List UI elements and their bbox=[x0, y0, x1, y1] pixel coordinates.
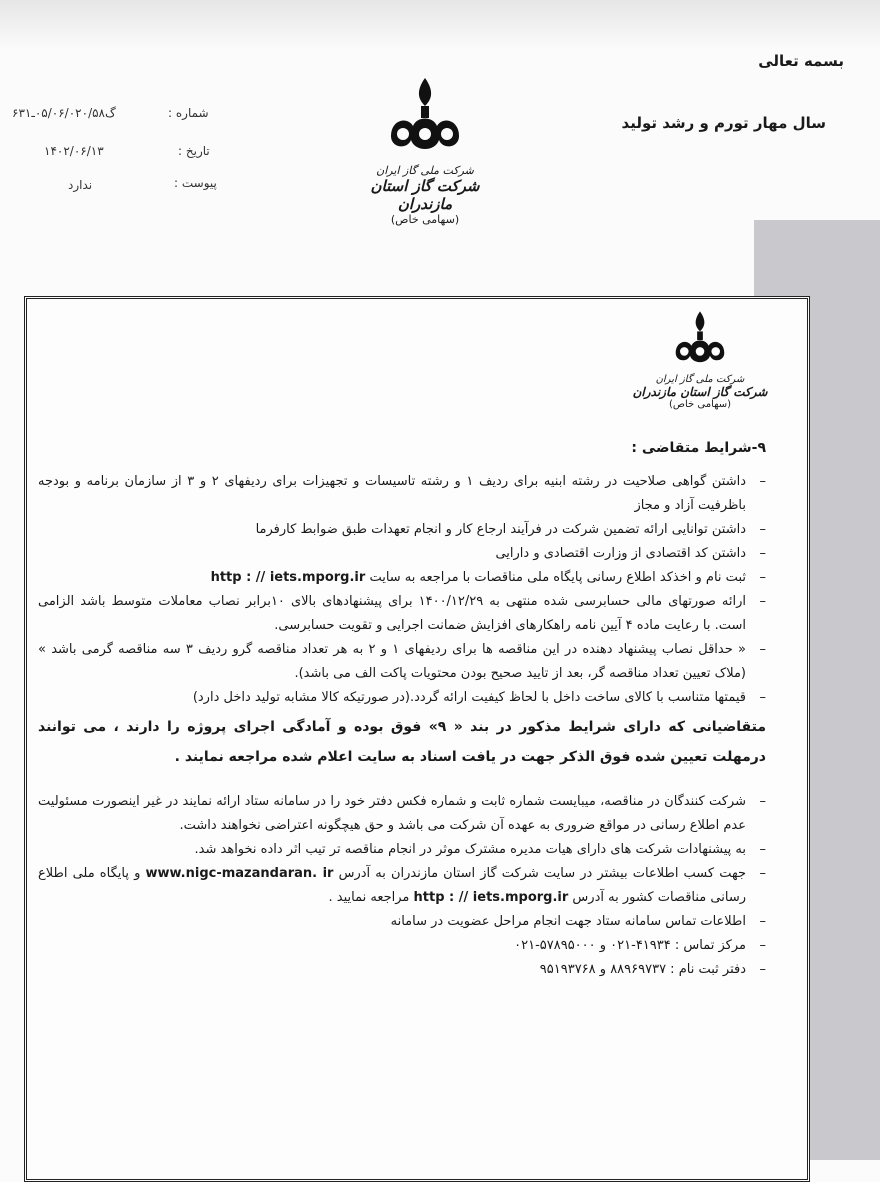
logo-line-national: شرکت ملی گاز ایران bbox=[376, 164, 474, 177]
list-item: – « حداقل نصاب پیشنهاد دهنده در این مناقصه ها برای ردیفهای ۱ و ۲ به هر تعداد مناقصه گرو ردیف ۳ سه مناقصه گرمی باشد » (ملاک تعیین تعداد مناقصه گر، بعد از تایید صحیح بودن محتویات پاکت الف می باشد). bbox=[38, 642, 766, 681]
date-label: تاریخ : bbox=[178, 144, 210, 158]
list-item: – ثبت نام و اخذکد اطلاع رسانی پایگاه ملی مناقصات با مراجعه به سایت http : // iets.mporg.ir bbox=[210, 570, 766, 585]
date-value: ۱۴۰۲/۰۶/۱۳ bbox=[44, 144, 104, 158]
list-item: – قیمتها متناسب با کالای ساخت داخل با لحاظ کیفیت ارائه گردد.(در صورتیکه کالا مشابه تولید داخل دارد) bbox=[192, 690, 766, 705]
note-item: – دفتر ثبت نام : ۸۸۹۶۹۷۳۷ و ۹۵۱۹۳۷۶۸ bbox=[539, 962, 766, 977]
number-label: شماره : bbox=[168, 106, 209, 120]
notice-body bbox=[38, 436, 766, 982]
note-item: – به پیشنهادات شرکت های دارای هیات مدیره مشترک موثر در انجام مناقصه تر تیب اثر داده نخواهد شد. bbox=[194, 842, 766, 857]
note-item: – شرکت کنندگان در مناقصه، میبایست شماره ثابت و شماره فکس دفتر خود را در سامانه ستاد ارائه نمایند در غیر اینصورت مسئولیت عدم اطلاع رسانی در مواقع ضروری به عهده آن شرکت می باشد و حق هیچگونه اعتراضی نخواهند داشت. bbox=[38, 794, 766, 833]
note-item: – جهت کسب اطلاعات بیشتر در سایت شرکت گاز استان مازندران به آدرس www.nigc-mazandaran. ir و پایگاه ملی اطلاع رسانی مناقصات کشور به آدرس http : // iets.mporg.ir مراجعه نمایید . bbox=[38, 866, 766, 905]
list-item: – ارائه صورتهای مالی حسابرسی شده منتهی به ۱۴۰۰/۱۲/۲۹ برای پیشنهادهای بالای ۱۰برابر نصاب معاملات متوسط باشد الزامی است. با رعایت ماده ۴ آیین نامه راهکارهای افزایش ضمانت اجرایی و تقویت حسابرسی. bbox=[38, 594, 766, 633]
gas-flame-logo-icon bbox=[385, 76, 465, 160]
company-logo-frame bbox=[630, 310, 770, 410]
attachment-value: ندارد bbox=[68, 178, 93, 192]
logo-line-national: شرکت ملی گاز ایران bbox=[655, 374, 745, 385]
logo-line-company: شرکت گاز استان مازندران bbox=[370, 177, 480, 213]
note-item: – اطلاعات تماس سامانه ستاد جهت انجام مراحل عضویت در سامانه bbox=[390, 914, 766, 929]
logo-line-type: (سهامی خاص) bbox=[390, 213, 460, 226]
logo-line-company: شرکت گاز استان مازندران bbox=[632, 385, 768, 399]
number-value: گ۰۵/۰۶/۰۲۰/۵۸‌ـ‌۶۳۱ bbox=[12, 106, 116, 120]
scan-top-shadow bbox=[0, 0, 880, 50]
section-title: ۹-شرایط متقاضی : bbox=[631, 440, 766, 456]
year-slogan: سال مهار تورم و رشد تولید bbox=[621, 114, 826, 132]
attachment-label: پیوست : bbox=[174, 176, 217, 190]
list-item: – داشتن توانایی ارائه تضمین شرکت در فرآیند ارجاع کار و انجام تعهدات طبق ضوابط کارفرما bbox=[255, 522, 766, 537]
invocation-heading: بسمه تعالی bbox=[758, 52, 844, 70]
list-item: – داشتن گواهی صلاحیت در رشته ابنیه برای ردیف ۱ و رشته تاسیسات و تجهیزات برای ردیفهای ۲ و ۳ از سازمان برنامه و بودجه باظرفیت آزاد و مجاز bbox=[38, 474, 766, 513]
company-logo-header bbox=[360, 76, 490, 226]
iets-site-link[interactable]: http : // iets.mporg.ir bbox=[413, 890, 569, 905]
closing-paragraph: متقاضیانی که دارای شرایط مذکور در بند « ۹» فوق بوده و آمادگی اجرای پروژه را دارند ، می توانند درمهلت تعیین شده فوق الذکر جهت در یافت اسناد به سایت اعلام شده مراجعه نمایند . bbox=[38, 719, 766, 765]
company-site-link[interactable]: www.nigc-mazandaran. ir bbox=[145, 866, 334, 881]
logo-line-type: (سهامی خاص) bbox=[668, 399, 732, 410]
note-item: – مرکز تماس : ۴۱۹۳۴-۰۲۱ و ۵۷۸۹۵۰۰۰-۰۲۱ bbox=[514, 938, 766, 953]
list-item: – داشتن کد اقتصادی از وزارت اقتصادی و دارایی bbox=[495, 546, 766, 561]
gas-flame-logo-icon bbox=[661, 310, 739, 370]
registration-site-link[interactable]: http : // iets.mporg.ir bbox=[210, 570, 366, 585]
